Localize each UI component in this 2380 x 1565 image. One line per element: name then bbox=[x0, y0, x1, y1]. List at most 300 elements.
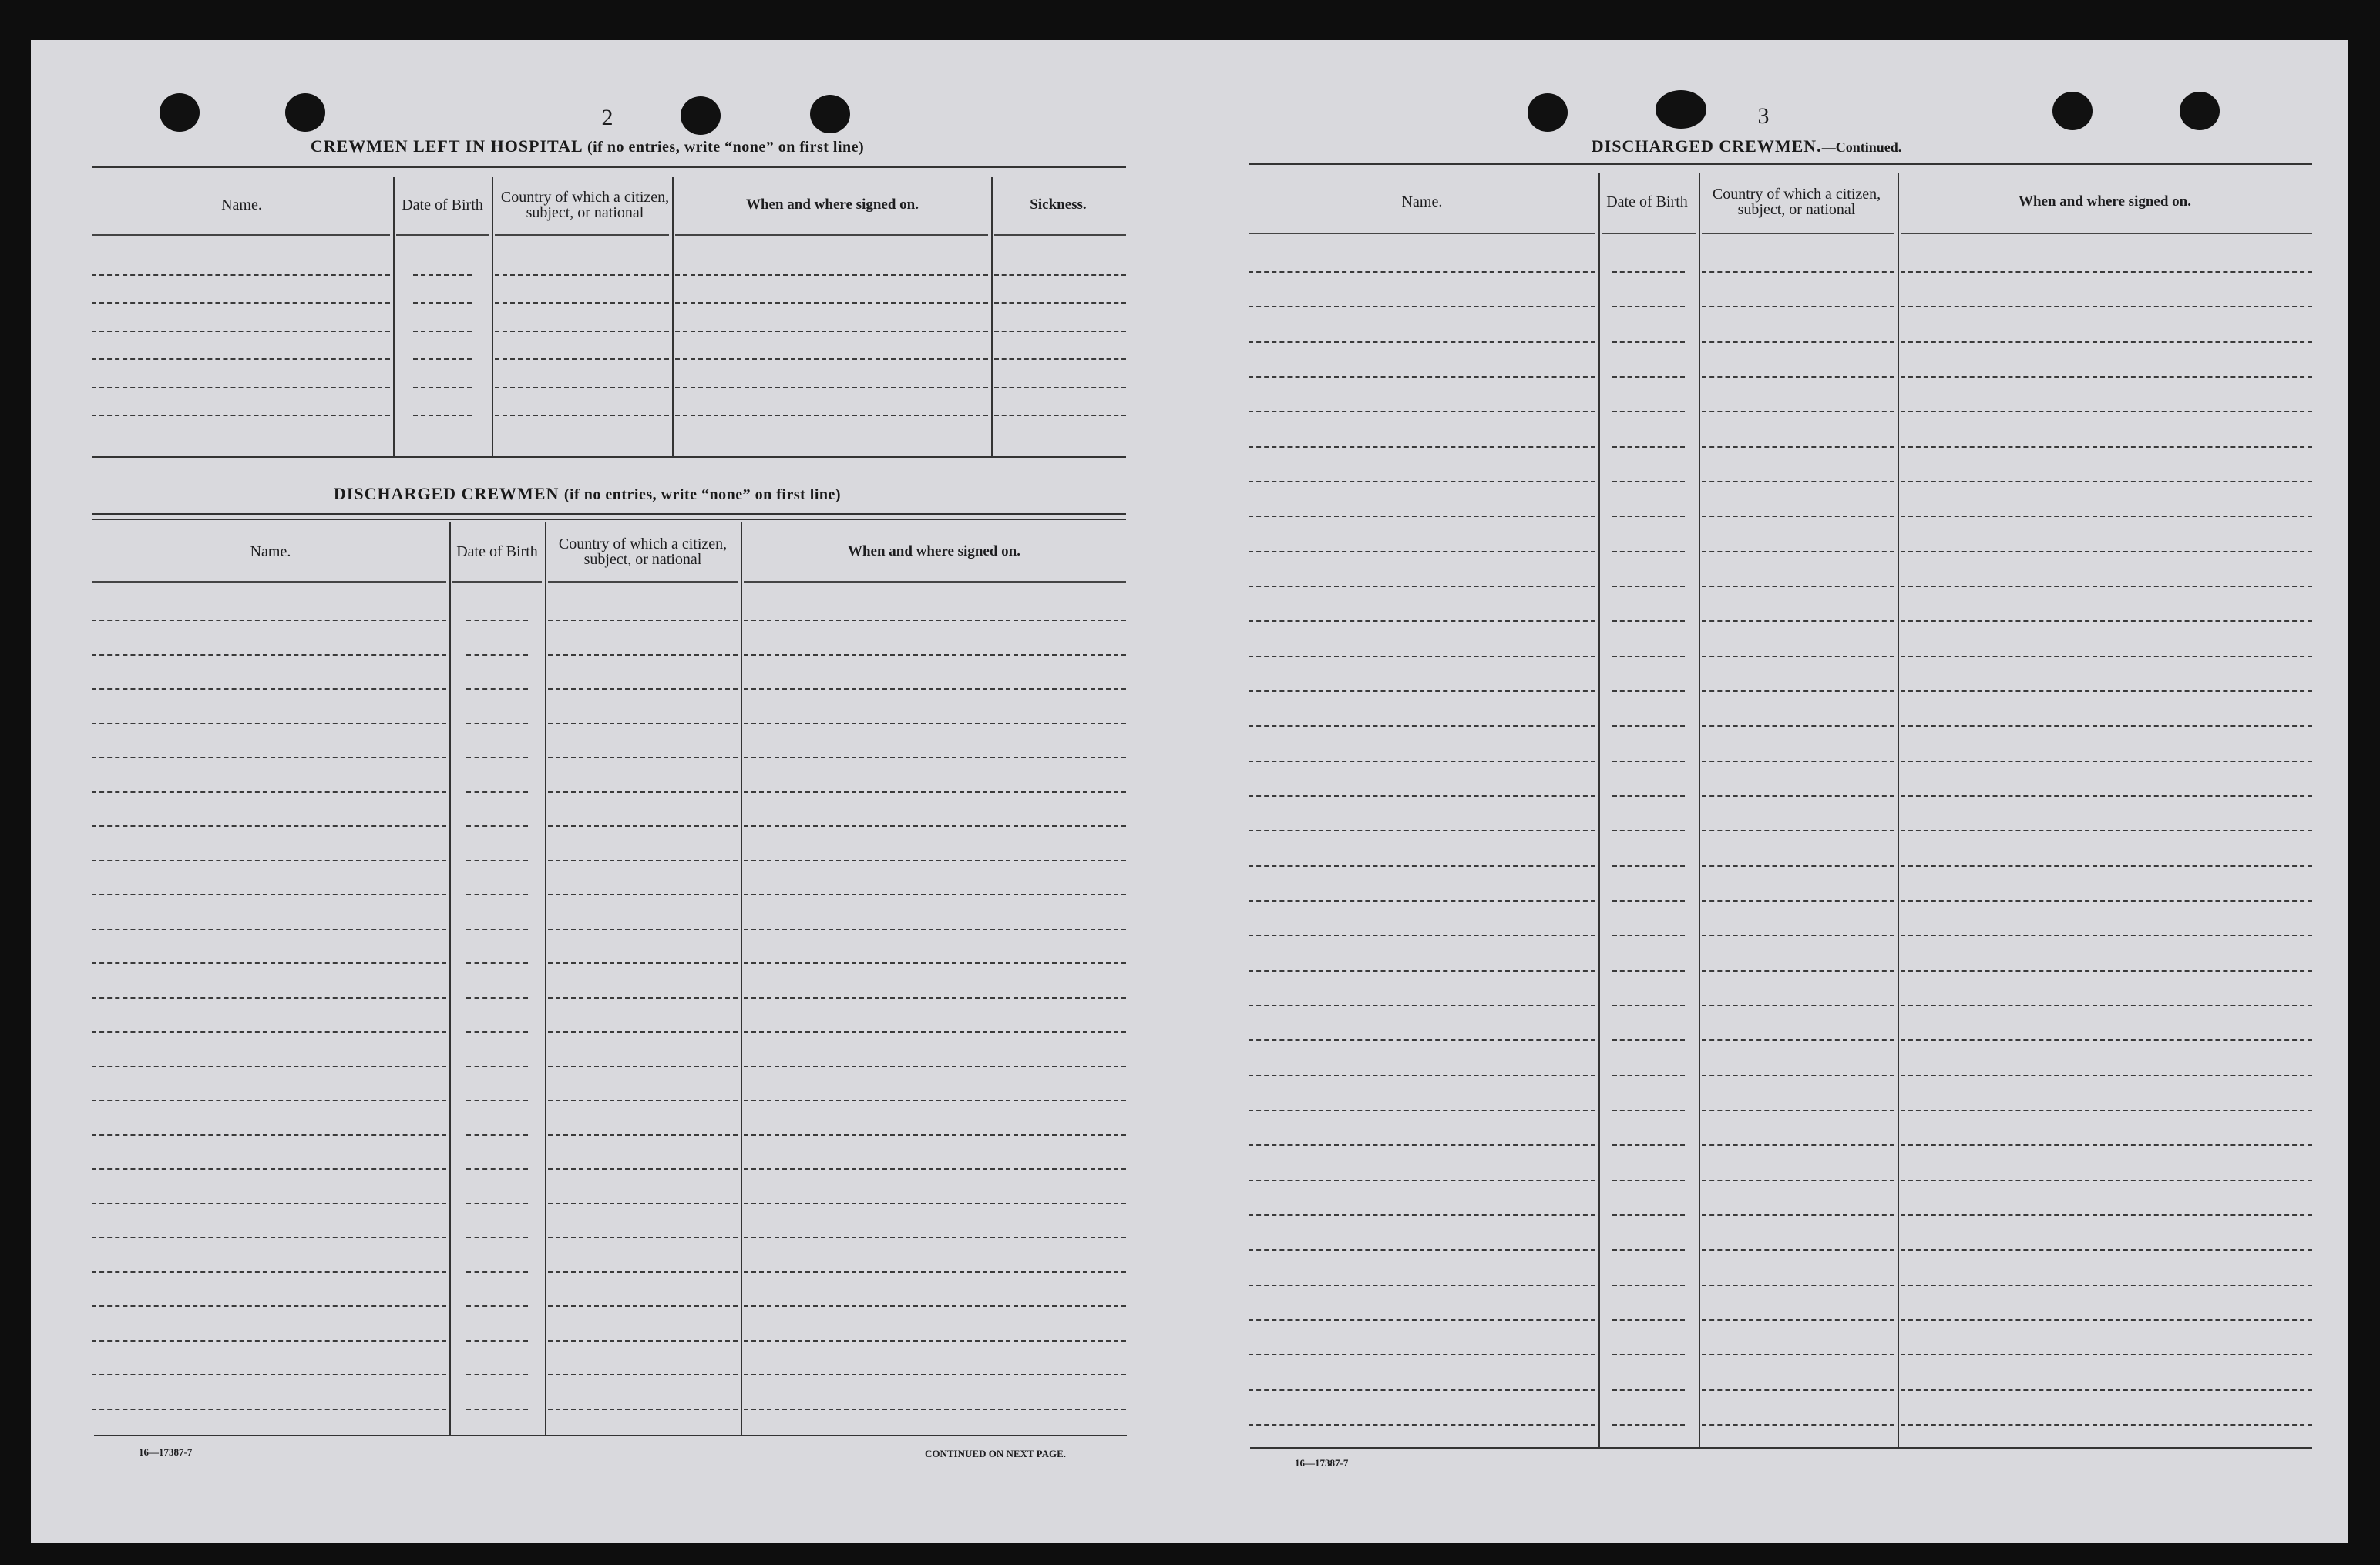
right-entry-line bbox=[1249, 411, 1595, 412]
discharged-entry-line bbox=[548, 860, 738, 861]
hospital-entry-line bbox=[92, 415, 390, 416]
right-entry-line bbox=[1702, 306, 1894, 307]
discharged-entry-line bbox=[548, 791, 738, 793]
discharged-entry-line bbox=[744, 1409, 1126, 1410]
right-entry-line bbox=[1702, 516, 1894, 517]
right-entry-line bbox=[1901, 411, 2312, 412]
discharged-entry-line bbox=[548, 757, 738, 758]
discharged-entry-line bbox=[744, 962, 1126, 964]
discharged-entry-line bbox=[466, 688, 528, 690]
right-bottom-rule bbox=[1250, 1447, 2312, 1449]
right-header-separator bbox=[1702, 233, 1894, 234]
right-entry-line bbox=[1612, 1354, 1685, 1355]
right-entry-line bbox=[1612, 1285, 1685, 1286]
right-entry-line bbox=[1702, 1424, 1894, 1426]
discharged-entry-line bbox=[466, 997, 528, 999]
discharged-entry-line bbox=[744, 1100, 1126, 1101]
right-entry-line bbox=[1901, 586, 2312, 587]
right-entry-line bbox=[1249, 306, 1595, 307]
discharged-top-rule bbox=[92, 513, 1126, 515]
discharged-entry-line bbox=[744, 723, 1126, 724]
discharged-entry-line bbox=[548, 688, 738, 690]
hospital-col-sickness-header: Sickness. bbox=[1030, 196, 1087, 213]
hospital-entry-line bbox=[994, 415, 1126, 416]
right-top-rule bbox=[1249, 163, 2312, 165]
hospital-entry-line bbox=[675, 358, 988, 360]
right-entry-line bbox=[1702, 830, 1894, 831]
right-entry-line bbox=[1249, 900, 1595, 902]
discharged-entry-line bbox=[548, 1168, 738, 1170]
right-header-separator bbox=[1901, 233, 2312, 234]
right-column-divider bbox=[1699, 173, 1700, 1447]
right-entry-line bbox=[1901, 795, 2312, 797]
hospital-entry-line bbox=[92, 331, 390, 332]
discharged-entry-line bbox=[92, 962, 446, 964]
right-entry-line bbox=[1612, 481, 1685, 482]
right-entry-line bbox=[1702, 481, 1894, 482]
hospital-entry-line bbox=[495, 387, 669, 388]
discharged-entry-line bbox=[92, 1374, 446, 1375]
discharged-entry-line bbox=[744, 1168, 1126, 1170]
discharged-entry-line bbox=[548, 1031, 738, 1033]
hospital-entry-line bbox=[675, 274, 988, 276]
discharged-entry-line bbox=[466, 962, 528, 964]
right-entry-line bbox=[1612, 411, 1685, 412]
right-entry-line bbox=[1901, 690, 2312, 692]
right-entry-line bbox=[1612, 271, 1685, 273]
right-entry-line bbox=[1702, 271, 1894, 273]
discharged-col-signed-header: When and where signed on. bbox=[847, 543, 1020, 559]
right-entry-line bbox=[1901, 725, 2312, 727]
right-entry-line bbox=[1702, 725, 1894, 727]
discharged-continued-title-text: DISCHARGED CREWMEN. bbox=[1591, 136, 1822, 156]
right-entry-line bbox=[1249, 761, 1595, 762]
discharged-entry-line bbox=[466, 1271, 528, 1273]
hospital-entry-line bbox=[413, 274, 472, 276]
right-entry-line bbox=[1249, 1075, 1595, 1076]
right-entry-line bbox=[1612, 1214, 1685, 1216]
right-entry-line bbox=[1702, 551, 1894, 552]
discharged-entry-line bbox=[548, 1100, 738, 1101]
discharged-entry-line bbox=[466, 1203, 528, 1204]
discharged-entry-line bbox=[92, 997, 446, 999]
right-entry-line bbox=[1901, 1144, 2312, 1146]
discharged-header-separator bbox=[744, 581, 1126, 583]
discharged-entry-line bbox=[744, 688, 1126, 690]
right-entry-line bbox=[1612, 1180, 1685, 1181]
right-entry-line bbox=[1702, 761, 1894, 762]
discharged-entry-line bbox=[466, 860, 528, 861]
discharged-top-rule-inner bbox=[92, 519, 1126, 520]
hospital-col-signed-header: When and where signed on. bbox=[745, 196, 919, 213]
right-entry-line bbox=[1702, 1180, 1894, 1181]
right-entry-line bbox=[1249, 795, 1595, 797]
hospital-entry-line bbox=[92, 274, 390, 276]
hospital-entry-line bbox=[92, 302, 390, 304]
hospital-entry-line bbox=[413, 358, 472, 360]
form-number-right: 16—17387-7 bbox=[1295, 1457, 1349, 1469]
right-column-divider bbox=[1898, 173, 1899, 1447]
discharged-entry-line bbox=[466, 1134, 528, 1136]
discharged-entry-line bbox=[744, 997, 1126, 999]
right-entry-line bbox=[1612, 1075, 1685, 1076]
right-entry-line bbox=[1612, 306, 1685, 307]
discharged-entry-line bbox=[548, 1409, 738, 1410]
discharged-continued-title bbox=[1592, 136, 1901, 156]
discharged-entry-line bbox=[548, 1237, 738, 1238]
hospital-col-dob-header: Date of Birth bbox=[402, 196, 483, 213]
hospital-entry-line bbox=[413, 387, 472, 388]
right-entry-line bbox=[1249, 1110, 1595, 1111]
right-entry-line bbox=[1249, 656, 1595, 657]
right-entry-line bbox=[1249, 725, 1595, 727]
discharged-entry-line bbox=[92, 1409, 446, 1410]
right-entry-line bbox=[1901, 1354, 2312, 1355]
right-entry-line bbox=[1702, 900, 1894, 902]
form-number-left: 16—17387-7 bbox=[139, 1446, 193, 1458]
right-entry-line bbox=[1901, 970, 2312, 972]
discharged-entry-line bbox=[744, 1066, 1126, 1067]
right-entry-line bbox=[1702, 935, 1894, 936]
discharged-entry-line bbox=[548, 1203, 738, 1204]
right-entry-line bbox=[1249, 341, 1595, 343]
right-entry-line bbox=[1702, 1110, 1894, 1111]
right-entry-line bbox=[1702, 341, 1894, 343]
discharged-entry-line bbox=[92, 1100, 446, 1101]
right-entry-line bbox=[1249, 1144, 1595, 1146]
discharged-entry-line bbox=[466, 825, 528, 827]
discharged-entry-line bbox=[466, 1066, 528, 1067]
discharged-header-separator bbox=[92, 581, 446, 583]
hospital-entry-line bbox=[675, 331, 988, 332]
discharged-entry-line bbox=[92, 1031, 446, 1033]
form-sheet bbox=[31, 40, 2348, 1543]
right-entry-line bbox=[1901, 1249, 2312, 1251]
hospital-entry-line bbox=[413, 331, 472, 332]
discharged-entry-line bbox=[92, 825, 446, 827]
right-entry-line bbox=[1901, 935, 2312, 936]
discharged-entry-line bbox=[744, 929, 1126, 930]
right-entry-line bbox=[1249, 1039, 1595, 1041]
discharged-entry-line bbox=[466, 1340, 528, 1342]
discharged-entry-line bbox=[548, 894, 738, 895]
right-entry-line bbox=[1249, 1285, 1595, 1286]
right-entry-line bbox=[1612, 690, 1685, 692]
discharged-entry-line bbox=[744, 620, 1126, 621]
right-entry-line bbox=[1901, 446, 2312, 448]
discharged-entry-line bbox=[466, 1031, 528, 1033]
right-entry-line bbox=[1249, 1319, 1595, 1321]
right-entry-line bbox=[1249, 970, 1595, 972]
discharged-entry-line bbox=[466, 654, 528, 656]
hospital-entry-line bbox=[495, 302, 669, 304]
hospital-title-note: (if no entries, write “none” on first line) bbox=[587, 139, 865, 156]
discharged-entry-line bbox=[548, 723, 738, 724]
right-entry-line bbox=[1612, 935, 1685, 936]
discharged-entry-line bbox=[466, 929, 528, 930]
right-entry-line bbox=[1612, 1005, 1685, 1006]
hospital-entry-line bbox=[675, 302, 988, 304]
discharged-entry-line bbox=[744, 654, 1126, 656]
discharged-entry-line bbox=[744, 757, 1126, 758]
right-entry-line bbox=[1702, 446, 1894, 448]
punch-hole bbox=[1656, 90, 1706, 129]
discharged-col-dob-header: Date of Birth bbox=[456, 543, 538, 560]
discharged-entry-line bbox=[744, 860, 1126, 861]
right-entry-line bbox=[1612, 761, 1685, 762]
right-entry-line bbox=[1901, 900, 2312, 902]
hospital-header-separator bbox=[495, 234, 669, 236]
punch-hole bbox=[1528, 93, 1568, 132]
right-entry-line bbox=[1249, 516, 1595, 517]
discharged-header-separator bbox=[548, 581, 738, 583]
discharged-entry-line bbox=[466, 1374, 528, 1375]
discharged-entry-line bbox=[548, 1134, 738, 1136]
hospital-col-country-header: Country of which a citizen, subject, or national bbox=[500, 189, 670, 221]
punch-hole bbox=[810, 95, 850, 133]
hospital-header-separator bbox=[675, 234, 988, 236]
right-entry-line bbox=[1901, 1389, 2312, 1391]
punch-hole bbox=[2180, 92, 2220, 130]
hospital-entry-line bbox=[994, 302, 1126, 304]
discharged-entry-line bbox=[466, 1100, 528, 1101]
right-entry-line bbox=[1249, 271, 1595, 273]
hospital-entry-line bbox=[495, 331, 669, 332]
hospital-entry-line bbox=[994, 274, 1126, 276]
right-entry-line bbox=[1702, 411, 1894, 412]
discharged-entry-line bbox=[466, 791, 528, 793]
hospital-entry-line bbox=[994, 387, 1126, 388]
discharged-entry-line bbox=[92, 1134, 446, 1136]
discharged-entry-line bbox=[92, 1203, 446, 1204]
right-entry-line bbox=[1702, 1354, 1894, 1355]
right-entry-line bbox=[1702, 376, 1894, 378]
discharged-entry-line bbox=[92, 757, 446, 758]
discharged-entry-line bbox=[744, 1340, 1126, 1342]
right-entry-line bbox=[1249, 446, 1595, 448]
right-entry-line bbox=[1612, 376, 1685, 378]
discharged-entry-line bbox=[92, 929, 446, 930]
right-entry-line bbox=[1702, 1319, 1894, 1321]
discharged-entry-line bbox=[92, 654, 446, 656]
discharged-entry-line bbox=[744, 1305, 1126, 1307]
right-entry-line bbox=[1249, 830, 1595, 831]
discharged-entry-line bbox=[744, 1237, 1126, 1238]
right-entry-line bbox=[1702, 1005, 1894, 1006]
right-entry-line bbox=[1702, 586, 1894, 587]
discharged-entry-line bbox=[744, 791, 1126, 793]
right-entry-line bbox=[1612, 1110, 1685, 1111]
discharged-section-title bbox=[334, 484, 841, 504]
right-entry-line bbox=[1612, 656, 1685, 657]
right-entry-line bbox=[1612, 1389, 1685, 1391]
right-entry-line bbox=[1249, 481, 1595, 482]
right-entry-line bbox=[1901, 1110, 2312, 1111]
right-entry-line bbox=[1702, 1144, 1894, 1146]
right-entry-line bbox=[1702, 1249, 1894, 1251]
right-entry-line bbox=[1249, 586, 1595, 587]
discharged-entry-line bbox=[92, 791, 446, 793]
right-header-separator bbox=[1249, 233, 1595, 234]
discharged-entry-line bbox=[466, 1409, 528, 1410]
right-entry-line bbox=[1612, 341, 1685, 343]
hospital-entry-line bbox=[495, 358, 669, 360]
right-entry-line bbox=[1901, 516, 2312, 517]
hospital-entry-line bbox=[675, 415, 988, 416]
hospital-section-title bbox=[311, 136, 864, 156]
continued-note: CONTINUED ON NEXT PAGE. bbox=[925, 1448, 1066, 1459]
discharged-title-note: (if no entries, write “none” on first line) bbox=[563, 486, 842, 503]
hospital-entry-line bbox=[413, 415, 472, 416]
right-entry-line bbox=[1612, 620, 1685, 622]
discharged-entry-line bbox=[548, 997, 738, 999]
right-entry-line bbox=[1901, 271, 2312, 273]
hospital-column-divider bbox=[991, 177, 993, 456]
discharged-entry-line bbox=[92, 1271, 446, 1273]
right-col-dob-header: Date of Birth bbox=[1606, 193, 1688, 210]
hospital-top-rule bbox=[92, 166, 1126, 168]
right-entry-line bbox=[1612, 1039, 1685, 1041]
discharged-entry-line bbox=[466, 1168, 528, 1170]
right-entry-line bbox=[1901, 1319, 2312, 1321]
punch-hole bbox=[681, 96, 721, 135]
discharged-entry-line bbox=[548, 1066, 738, 1067]
hospital-header-separator bbox=[994, 234, 1126, 236]
right-entry-line bbox=[1249, 376, 1595, 378]
right-entry-line bbox=[1702, 1075, 1894, 1076]
punch-hole bbox=[160, 93, 200, 132]
right-entry-line bbox=[1702, 1214, 1894, 1216]
right-entry-line bbox=[1901, 1075, 2312, 1076]
right-entry-line bbox=[1249, 1389, 1595, 1391]
right-entry-line bbox=[1612, 586, 1685, 587]
page-number-left: 2 bbox=[601, 105, 613, 130]
discharged-entry-line bbox=[466, 1237, 528, 1238]
right-entry-line bbox=[1901, 865, 2312, 867]
right-entry-line bbox=[1249, 1424, 1595, 1426]
hospital-header-separator bbox=[396, 234, 489, 236]
discharged-entry-line bbox=[744, 1031, 1126, 1033]
page-number-right: 3 bbox=[1757, 103, 1770, 129]
discharged-entry-line bbox=[744, 825, 1126, 827]
right-entry-line bbox=[1901, 1005, 2312, 1006]
right-entry-line bbox=[1612, 795, 1685, 797]
discharged-title-text: DISCHARGED CREWMEN bbox=[333, 484, 560, 503]
hospital-column-divider bbox=[492, 177, 493, 456]
discharged-entry-line bbox=[548, 1271, 738, 1273]
right-entry-line bbox=[1249, 1214, 1595, 1216]
discharged-entry-line bbox=[744, 1203, 1126, 1204]
discharged-entry-line bbox=[548, 1374, 738, 1375]
right-entry-line bbox=[1612, 1424, 1685, 1426]
right-entry-line bbox=[1249, 1180, 1595, 1181]
hospital-bottom-rule bbox=[92, 456, 1126, 458]
right-entry-line bbox=[1901, 1180, 2312, 1181]
right-entry-line bbox=[1901, 656, 2312, 657]
discharged-entry-line bbox=[548, 929, 738, 930]
hospital-entry-line bbox=[92, 358, 390, 360]
discharged-entry-line bbox=[744, 1374, 1126, 1375]
discharged-entry-line bbox=[92, 1305, 446, 1307]
right-entry-line bbox=[1249, 1354, 1595, 1355]
right-entry-line bbox=[1702, 620, 1894, 622]
right-entry-line bbox=[1612, 516, 1685, 517]
right-entry-line bbox=[1901, 306, 2312, 307]
right-entry-line bbox=[1612, 1144, 1685, 1146]
hospital-entry-line bbox=[994, 358, 1126, 360]
right-entry-line bbox=[1702, 690, 1894, 692]
right-entry-line bbox=[1901, 830, 2312, 831]
discharged-column-divider bbox=[545, 522, 546, 1435]
right-col-name-header: Name. bbox=[1401, 193, 1443, 210]
right-entry-line bbox=[1249, 551, 1595, 552]
discharged-entry-line bbox=[92, 688, 446, 690]
discharged-entry-line bbox=[466, 757, 528, 758]
right-entry-line bbox=[1901, 376, 2312, 378]
discharged-entry-line bbox=[92, 1066, 446, 1067]
discharged-entry-line bbox=[548, 654, 738, 656]
right-entry-line bbox=[1612, 830, 1685, 831]
right-col-signed-header: When and where signed on. bbox=[2018, 193, 2191, 210]
hospital-entry-line bbox=[994, 331, 1126, 332]
right-entry-line bbox=[1901, 1424, 2312, 1426]
right-entry-line bbox=[1901, 341, 2312, 343]
right-entry-line bbox=[1612, 1249, 1685, 1251]
right-column-divider bbox=[1598, 173, 1600, 1447]
right-entry-line bbox=[1249, 1005, 1595, 1006]
discharged-col-name-header: Name. bbox=[250, 543, 291, 560]
punch-hole bbox=[2052, 92, 2093, 130]
right-entry-line bbox=[1612, 900, 1685, 902]
right-entry-line bbox=[1901, 481, 2312, 482]
punch-hole bbox=[285, 93, 325, 132]
discharged-entry-line bbox=[744, 1134, 1126, 1136]
right-entry-line bbox=[1901, 551, 2312, 552]
hospital-entry-line bbox=[675, 387, 988, 388]
discharged-entry-line bbox=[466, 1305, 528, 1307]
discharged-bottom-rule bbox=[94, 1435, 1127, 1436]
hospital-column-divider bbox=[393, 177, 395, 456]
discharged-entry-line bbox=[548, 962, 738, 964]
hospital-entry-line bbox=[92, 387, 390, 388]
discharged-entry-line bbox=[744, 1271, 1126, 1273]
discharged-entry-line bbox=[92, 860, 446, 861]
discharged-entry-line bbox=[548, 620, 738, 621]
right-entry-line bbox=[1901, 1214, 2312, 1216]
discharged-entry-line bbox=[744, 894, 1126, 895]
hospital-column-divider bbox=[672, 177, 674, 456]
right-entry-line bbox=[1702, 1285, 1894, 1286]
right-entry-line bbox=[1249, 690, 1595, 692]
discharged-col-country-header: Country of which a citizen, subject, or national bbox=[558, 536, 728, 568]
right-entry-line bbox=[1249, 935, 1595, 936]
right-entry-line bbox=[1702, 970, 1894, 972]
discharged-entry-line bbox=[466, 723, 528, 724]
hospital-entry-line bbox=[495, 415, 669, 416]
right-entry-line bbox=[1901, 761, 2312, 762]
right-entry-line bbox=[1249, 620, 1595, 622]
hospital-title-text: CREWMEN LEFT IN HOSPITAL bbox=[310, 136, 583, 156]
discharged-entry-line bbox=[92, 1340, 446, 1342]
discharged-entry-line bbox=[92, 1237, 446, 1238]
discharged-entry-line bbox=[466, 894, 528, 895]
right-entry-line bbox=[1612, 865, 1685, 867]
right-entry-line bbox=[1702, 1039, 1894, 1041]
right-entry-line bbox=[1901, 1039, 2312, 1041]
right-col-country-header: Country of which a citizen, subject, or national bbox=[1712, 186, 1881, 218]
right-entry-line bbox=[1612, 725, 1685, 727]
right-entry-line bbox=[1249, 1249, 1595, 1251]
